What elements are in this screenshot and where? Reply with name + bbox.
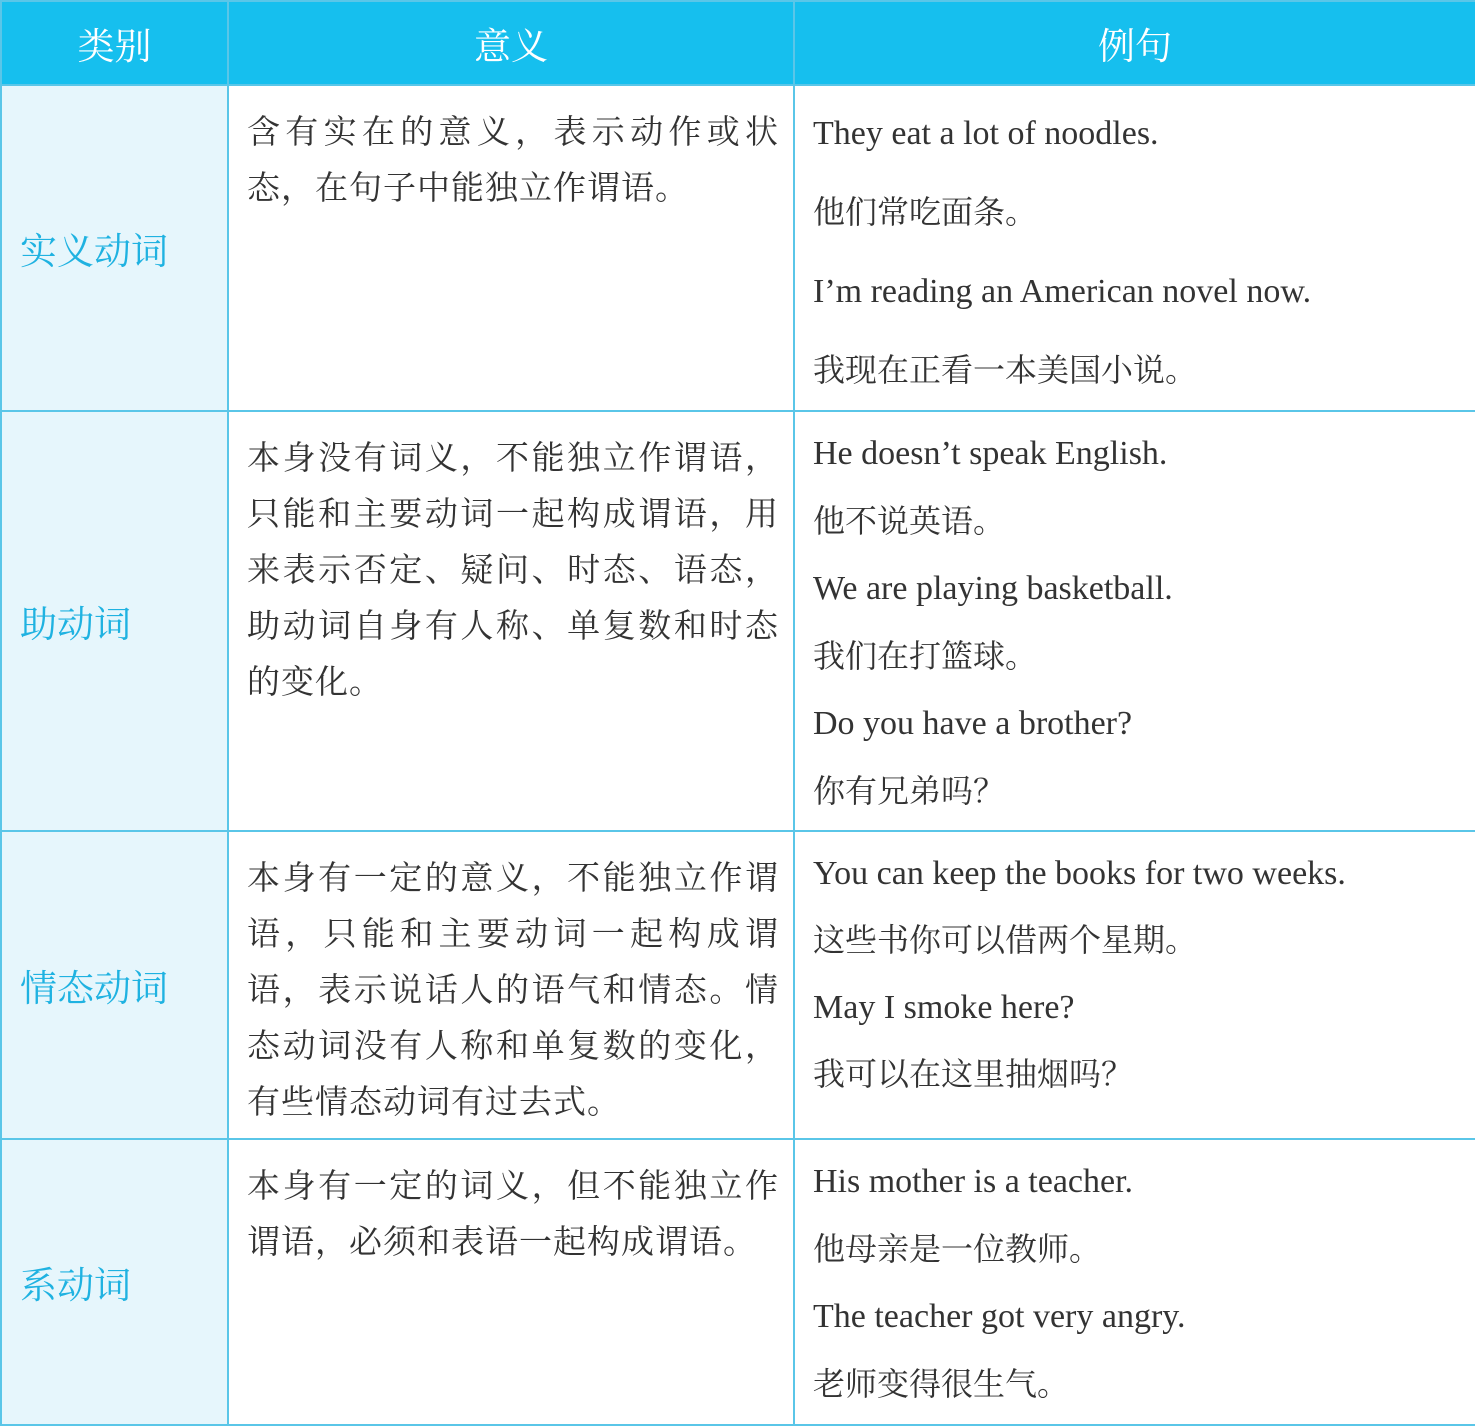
table-row bbox=[1, 411, 1475, 831]
meaning-cell: 本身有一定的意义，不能独立作谓语，只能和主要动词一起构成谓语，表示说话人的语气和情态。情态动词没有人称和单复数的变化，有些情态动词有过去式。 bbox=[228, 831, 794, 1139]
category-cell: 助动词 bbox=[1, 411, 228, 831]
examples-cell bbox=[794, 1139, 1475, 1425]
example-sentence: You can keep the books for two weeks. bbox=[813, 855, 1346, 892]
example-translation: 他母亲是一位教师。 bbox=[813, 1229, 1102, 1268]
example-sentence: Do you have a brother? bbox=[813, 705, 1133, 742]
example-sentence: They eat a lot of noodles. bbox=[813, 115, 1159, 152]
example-translation: 他们常吃面条。 bbox=[813, 193, 1038, 231]
examples-cell bbox=[794, 85, 1475, 411]
table-row bbox=[1, 85, 1475, 411]
example-sentence: His mother is a teacher. bbox=[813, 1163, 1134, 1200]
examples-cell bbox=[794, 831, 1475, 1139]
example-sentence: I’m reading an American novel now. bbox=[813, 273, 1312, 310]
meaning-cell: 含有实在的意义，表示动作或状态，在句子中能独立作谓语。 bbox=[228, 85, 794, 411]
header-category: 类别 bbox=[1, 1, 228, 85]
meaning-cell: 本身没有词义，不能独立作谓语，只能和主要动词一起构成谓语，用来表示否定、疑问、时态、语态，助动词自身有人称、单复数和时态的变化。 bbox=[228, 411, 794, 831]
examples-cell bbox=[794, 411, 1475, 831]
meaning-cell: 本身有一定的词义，但不能独立作谓语，必须和表语一起构成谓语。 bbox=[228, 1139, 794, 1425]
table-row bbox=[1, 831, 1475, 1139]
example-translation: 我们在打篮球。 bbox=[813, 636, 1038, 675]
example-sentence: He doesn’t speak English. bbox=[813, 435, 1168, 472]
example-translation: 这些书你可以借两个星期。 bbox=[813, 921, 1198, 959]
example-translation: 你有兄弟吗？ bbox=[813, 771, 1006, 810]
category-cell: 情态动词 bbox=[1, 831, 228, 1139]
table-row bbox=[1, 1139, 1475, 1425]
header-meaning: 意义 bbox=[228, 1, 794, 85]
category-cell: 系动词 bbox=[1, 1139, 228, 1425]
example-sentence: May I smoke here? bbox=[813, 989, 1075, 1026]
example-sentence: We are playing basketball. bbox=[813, 570, 1173, 607]
example-translation: 我可以在这里抽烟吗？ bbox=[813, 1055, 1134, 1093]
example-sentence: The teacher got very angry. bbox=[813, 1298, 1186, 1335]
table-header-row bbox=[1, 1, 1475, 85]
example-translation: 我现在正看一本美国小说。 bbox=[813, 351, 1198, 389]
example-translation: 他不说英语。 bbox=[813, 501, 1006, 540]
header-examples: 例句 bbox=[794, 1, 1475, 85]
category-cell: 实义动词 bbox=[1, 85, 228, 411]
example-translation: 老师变得很生气。 bbox=[813, 1364, 1070, 1403]
